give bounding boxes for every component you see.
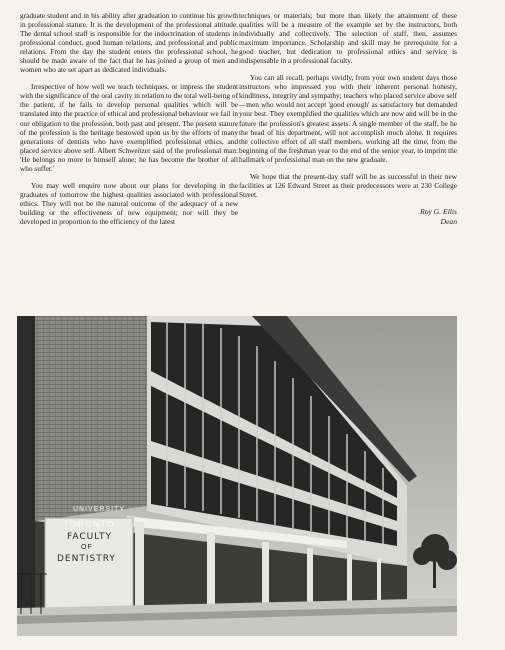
sign-of: OF (81, 544, 93, 551)
left-text-column (20, 11, 238, 234)
paragraph: We hope that the present-day staff will be as successful in their new facilities at 126 Edward Street as their predecessors were at 230 College Street. (239, 171, 457, 199)
sign-faculty: FACULTY (67, 532, 112, 542)
paragraph: You may well enquire now about our plans for developing in the graduates of tomorrow the highest qualities associated with professional ethics. They will not be the natural outcome of the adequacy of a new building or the effectiveness of new equipment; nor will they be developed in proportion to the efficiency of the latest (20, 180, 238, 226)
paragraph: techniques or materials; but more than likely the attainment of these qualities will be a measure of the example set by the instructors, both individually and collectively. The selection of staff, then, assumes maximum importance. Scholarship and skill may be prerequisite for a good teacher, but dedication to professional ethics and service is indispensable in a professional faculty. (239, 11, 457, 66)
paragraph: graduate student and in his ability after graduation to continue his growth in professional stature. It is the development of the professional attitude. The dental school staff is responsible for the indoctrination of students in professional conduct, good human relations, and professional and public relations. From the day the student enters the professional school, he should be made aware of the fact that he has joined a group of men and women who ate set apart as dedicated individuals. (20, 11, 238, 75)
signature-title: Dean (440, 216, 457, 226)
building-photograph (17, 316, 457, 636)
right-text-column (239, 11, 457, 227)
paragraph: Irrespective of how well we teach techniques, or impress the student with the significance of the oral cavity in relation to the total well-being of the patient, if he fails to develop personal qualities which will be translated into the practice of ethical and professional behaviour we fail in our obligation to the profession, both past and present. The present stature of the profession is the heritage bestowed upon us by the efforts of many generations of dentists who have exemplified professional ethics, and placed service above self. Albert Schweitzer said of the professional man: 'He belongs no more to himself alone; he has become the brother of all who suffer.' (20, 82, 238, 173)
signature-block (239, 207, 457, 227)
sign-university: UNIVERSITY (73, 506, 126, 513)
building-illustration (17, 316, 457, 636)
signature-name: Roy G. Ellis (420, 206, 457, 216)
paragraph: You can all recall, perhaps vividly, from your own student days those instructors who impressed you with their inherent personal honesty, kindliness, integrity and sympathy; teachers who placed service above self—men who would not accept 'good enough' as satisfactory but demanded your best. They exemplified the qualities which are now and will be in the future the profession's greatest assets. A single member of the staff, be he the head of his department, will not accomplish much alone. It requires the collective effort of all staff members, working all the time, from the beginning of the freshman year to the end of the senior year, to imprint the hallmark of professional man on the new graduate. (239, 73, 457, 164)
sign-dentistry: DENTISTRY (57, 554, 116, 564)
sign-toronto: TORONTO (63, 519, 115, 529)
